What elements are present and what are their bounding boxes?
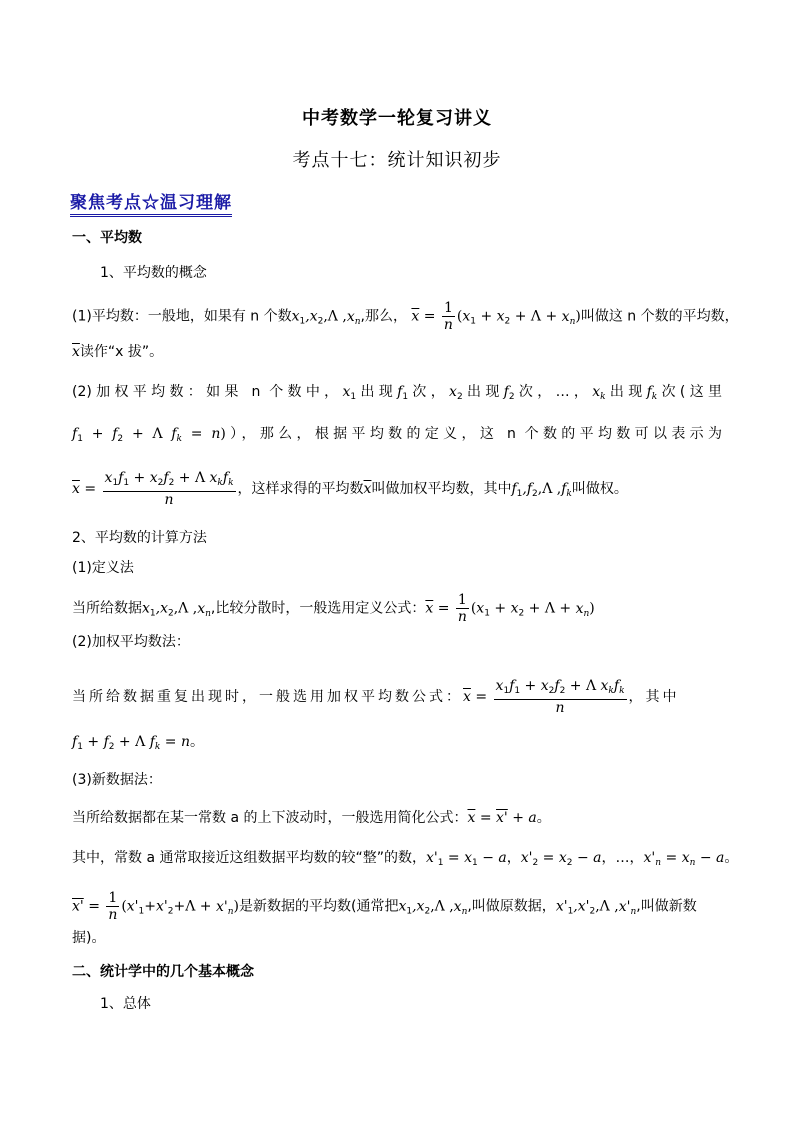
paragraph-new-data-end: 据)。 [72,930,106,946]
paragraph-xbar-reading: $\overline{x}$读作“x 拔”。 [72,344,164,360]
heading-average: 一、平均数 [72,230,142,246]
paragraph-weighted-formula: $\overline{x}$ = $\frac{x_1f_1 + x_2f_2 + \Lambda x_kf_k}{n}$ ，这样求得的平均数$\overline{x}$叫做加权平均数，其中$f_1,f_2,\Lambda$ $,f_k$叫做权。 [72,470,628,508]
paragraph-weighted-average: (2)加权平均数：如果 n 个数中，$x_1$出现$f_1$次，$x_2$出现$f_2$次，…，$x_k$出现$f_k$次(这里 [72,384,723,402]
subheading-average-concept: 1、平均数的概念 [100,265,207,281]
method-definition: (1)定义法 [72,560,134,576]
document-subtitle: 考点十七：统计知识初步 [292,150,502,171]
paragraph-weighted-average-cont: $f_1 + f_2 + \Lambda$ $f_k = n$)），那么，根据平均数的定义，这 n 个数的平均数可以表示为 [72,426,722,444]
paragraph-weighted-method: 当所给数据重复出现时，一般选用加权平均数公式：$\overline{x}$ = $\frac{x_1f_1 + x_2f_2 + \Lambda x_kf_k}{n}$ ，其中 [72,678,680,716]
paragraph-new-data-average: x' = $\frac{1}{n}$ $(x'_1+x'_2+\Lambda + x'_n)$是新数据的平均数(通常把$x_1,x_2,\Lambda$ $,x_n$,叫做原数据，$x'_1,x'_2,\Lambda$ $,x'_n$,叫做新数 [72,890,697,923]
heading-basic-concepts: 二、统计学中的几个基本概念 [72,964,254,980]
paragraph-definition-method: 当所给数据$x_1,x_2,\Lambda$ $,x_n$,比较分散时，一般选用定义公式：$\overline{x}$ = $\frac{1}{n}$ $(x_1 + x_2 + \Lambda + x_n)$ [72,592,595,625]
method-new-data: (3)新数据法： [72,772,162,788]
document-title: 中考数学一轮复习讲义 [302,108,492,129]
method-weighted: (2)加权平均数法： [72,634,190,650]
subheading-calculation-methods: 2、平均数的计算方法 [72,530,207,546]
paragraph-weighted-condition: $f_1 + f_2 + \Lambda$ $f_k = n$。 [72,734,205,752]
section-banner: 聚焦考点☆温习理解 [70,188,232,217]
paragraph-new-data-method: 当所给数据都在某一常数 a 的上下波动时，一般选用简化公式：$\overline{x} = x' + a$。 [72,810,551,826]
subheading-population: 1、总体 [100,996,151,1012]
paragraph-average-definition: (1)平均数：一般地，如果有 n 个数$x_1,x_2,\Lambda$ $,x_n$,那么， $\overline{x}$ = $\frac{1}{n}$ $(x_1 + x_2 + \Lambda + x_n)$叫做这 n 个数的平均数， [72,300,739,333]
paragraph-new-data-definition: 其中，常数 a 通常取接近这组数据平均数的较“整”的数，$x'_1 = x_1 - a$，$x'_2 = x_2 - a$，…，$x'_n = x_n - a$。 [72,850,739,868]
